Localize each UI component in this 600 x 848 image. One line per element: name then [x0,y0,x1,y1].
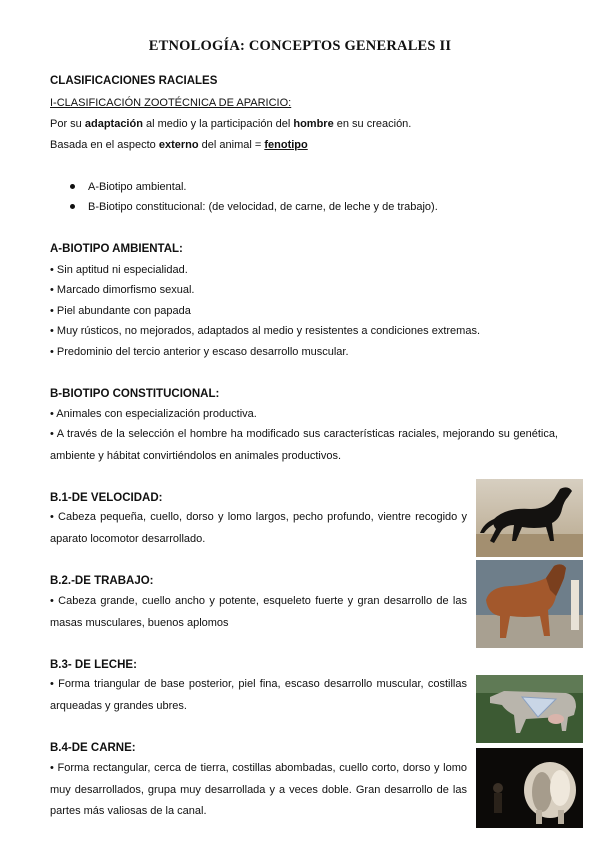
paragraph-constitucional: • A través de la selección el hombre ha modificado sus características raciales, mejorando su genética, ambiente y hábitat convirtiéndolos en animales productivos. [50,428,558,462]
black-horse-photo [476,479,583,557]
paragraph-trabajo: • Cabeza grande, cuello ancho y potente, esqueleto fuerte y gran desarrollo de las masas musculares, buenos aplomos [50,595,467,629]
list-item: • Predominio del tercio anterior y escaso desarrollo muscular. [50,346,349,358]
intro-line-1: Por su adaptación al medio y la participación del hombre en su creación. [50,118,412,130]
paragraph-velocidad: • Cabeza pequeña, cuello, dorso y lomo largos, pecho profundo, vientre recogido y aparato locomotor desarrollado. [50,511,467,545]
page-title: ETNOLOGÍA: CONCEPTOS GENERALES II [148,38,452,54]
list-item: • Marcado dimorfismo sexual. [50,284,195,296]
subheading-aparicio: I-CLASIFICACIÓN ZOOTÉCNICA DE APARICIO: [50,97,292,109]
draft-horse-photo [476,560,583,648]
bullet-icon [70,204,75,209]
intro-line-2: Basada en el aspecto externo del animal = fenotipo [50,139,308,151]
heading-biotipo-constitucional: B-BIOTIPO CONSTITUCIONAL: [50,388,220,400]
list-item: • Piel abundante con papada [50,305,191,317]
heading-trabajo: B.2.-DE TRABAJO: [50,575,154,587]
bullet-icon [70,184,75,189]
list-item: • Muy rústicos, no mejorados, adaptados al medio y resistentes a condiciones extremas. [50,325,481,337]
paragraph-carne: • Forma rectangular, cerca de tierra, costillas abombadas, cuello corto, dorso y lomo muy desarrollados, grupa muy desarrollada y a veces doble. Gran desarrollo de las partes más valiosas de la canal. [50,762,467,817]
heading-carne: B.4-DE CARNE: [50,742,136,754]
dairy-cow-photo [476,675,583,743]
list-item: • Sin aptitud ni especialidad. [50,264,188,276]
heading-velocidad: B.1-DE VELOCIDAD: [50,492,163,504]
heading-biotipo-ambiental: A-BIOTIPO AMBIENTAL: [50,243,183,255]
beef-cattle-photo [476,748,583,828]
list-item: A-Biotipo ambiental. [70,180,186,194]
list-item: • Animales con especialización productiva. [50,408,257,420]
paragraph-leche: • Forma triangular de base posterior, piel fina, escaso desarrollo muscular, costillas arqueadas y grandes ubres. [50,678,467,712]
heading-leche: B.3- DE LECHE: [50,659,137,671]
section-heading-clasificaciones: CLASIFICACIONES RACIALES [50,75,218,87]
list-item: B-Biotipo constitucional: (de velocidad, de carne, de leche y de trabajo). [70,200,438,214]
